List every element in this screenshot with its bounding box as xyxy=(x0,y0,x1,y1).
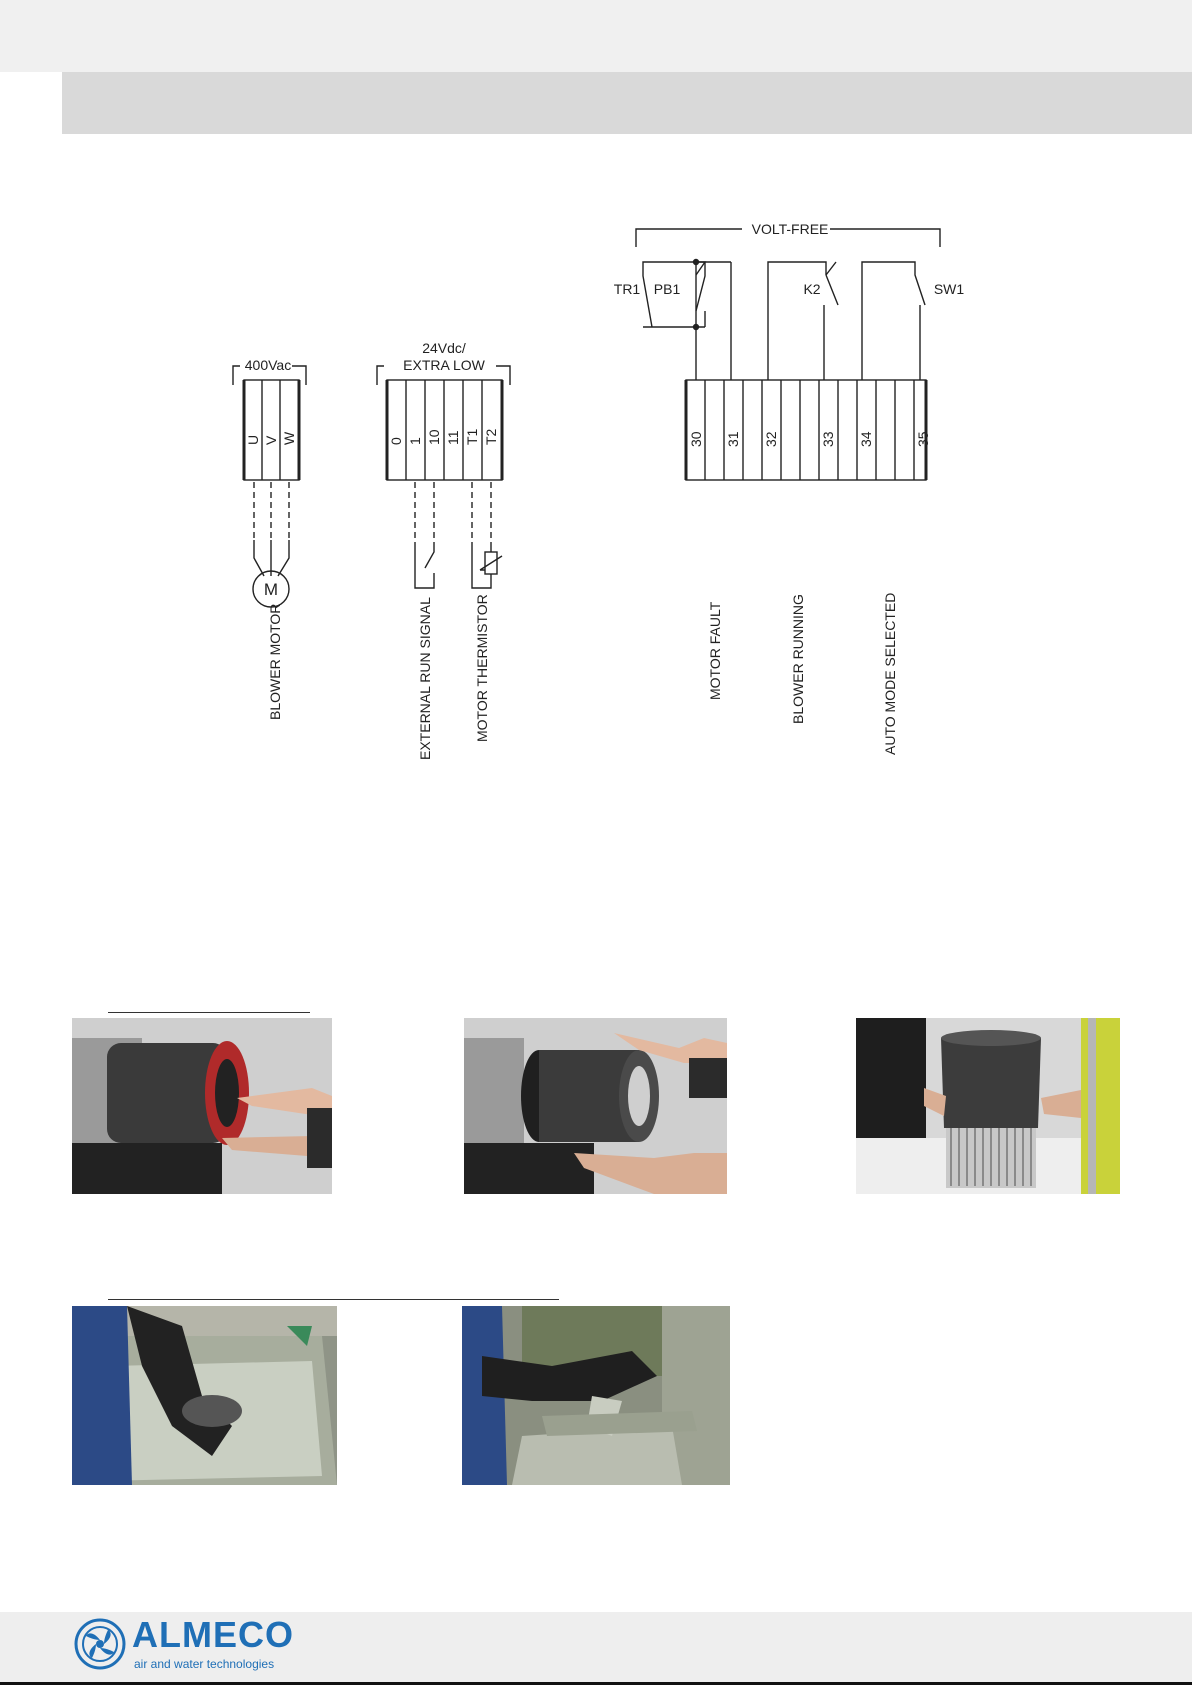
terminal-33: 33 xyxy=(820,431,836,447)
terminal-v: V xyxy=(263,435,279,445)
photo-filter-rinsing xyxy=(462,1306,730,1485)
contact-tr1-label: TR1 xyxy=(613,281,641,297)
section-underline-1 xyxy=(108,1012,310,1013)
photo-filter-washing xyxy=(72,1306,337,1485)
label-external-run-signal: EXTERNAL RUN SIGNAL xyxy=(417,597,433,760)
almeco-logo-icon xyxy=(74,1618,126,1670)
supply-24-label-2: EXTRA LOW xyxy=(403,357,485,373)
section-underline-2 xyxy=(108,1299,559,1300)
photo-filter-unscrew xyxy=(72,1018,332,1194)
brand-tagline: air and water technologies xyxy=(134,1657,275,1671)
terminal-w: W xyxy=(281,431,297,445)
brand-name: ALMECO xyxy=(132,1614,294,1655)
terminal-u: U xyxy=(245,434,261,445)
label-motor-fault: MOTOR FAULT xyxy=(707,601,723,700)
label-blower-running: BLOWER RUNNING xyxy=(790,594,806,724)
contact-pb1-label: PB1 xyxy=(653,281,681,297)
terminal-31: 31 xyxy=(725,431,741,447)
terminal-1: 1 xyxy=(407,437,423,445)
label-motor-thermistor: MOTOR THERMISTOR xyxy=(474,594,490,742)
terminal-0: 0 xyxy=(388,437,404,445)
wiring-diagram xyxy=(0,0,1192,800)
terminal-30: 30 xyxy=(688,431,704,447)
terminal-32: 32 xyxy=(763,431,779,447)
photo-filter-slide-off xyxy=(464,1018,727,1194)
volt-free-label: VOLT-FREE xyxy=(751,221,829,237)
terminal-35: 35 xyxy=(915,431,931,447)
terminal-t1: T1 xyxy=(464,428,480,445)
terminal-10: 10 xyxy=(426,429,442,445)
terminal-t2: T2 xyxy=(483,428,499,445)
label-blower-motor: BLOWER MOTOR xyxy=(267,603,283,720)
supply-24-label-1: 24Vdc/ xyxy=(422,340,466,356)
photo-filter-sleeve xyxy=(856,1018,1120,1194)
terminal-11: 11 xyxy=(445,430,461,445)
motor-symbol: M xyxy=(263,580,279,599)
terminal-34: 34 xyxy=(858,431,874,447)
contact-sw1-label: SW1 xyxy=(933,281,965,297)
contact-k2-label: K2 xyxy=(803,281,821,297)
supply-400-label: 400Vac xyxy=(244,357,292,373)
label-auto-mode-selected: AUTO MODE SELECTED xyxy=(882,592,898,755)
